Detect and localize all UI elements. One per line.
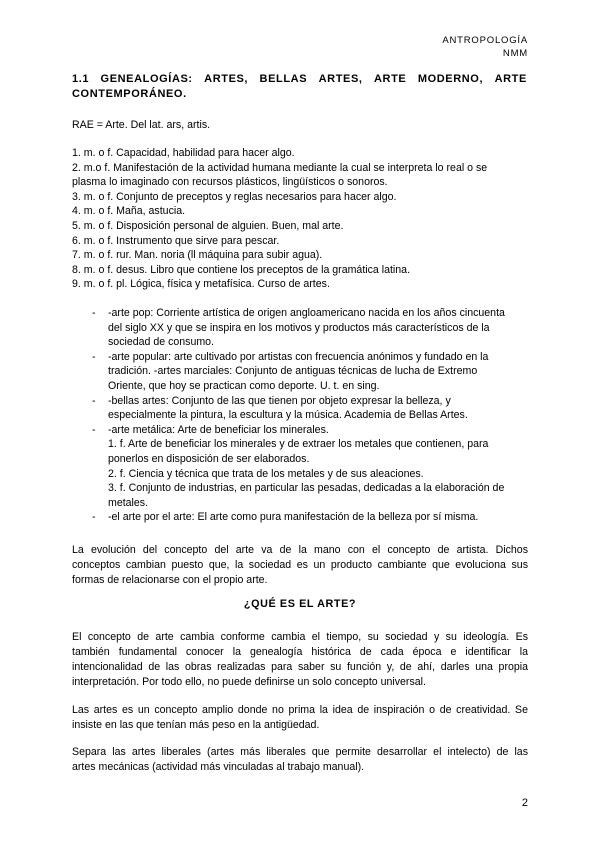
paragraph-artes-liberales: [72, 745, 528, 775]
definition-line: 5. m. o f. Disposición personal de alguien. Buen, mal arte.: [72, 219, 344, 232]
heading-word: ARTES,: [318, 73, 363, 85]
bullet-arte-pop: [92, 306, 528, 350]
paragraph-line: Las artes es un concepto amplio donde no prima la idea de inspiración o de creatividad. Se: [72, 704, 528, 716]
paragraph-line: El concepto de arte cambia conforme cambia el tiempo, su sociedad y su ideología. Es: [72, 631, 528, 643]
heading-word: ARTE: [494, 73, 527, 85]
definition-line: 7. m. o f. rur. Man. noria (ll máquina para subir agua).: [72, 249, 323, 262]
paragraph-line: artes mecánicas (actividad más vinculadas al trabajo manual).: [72, 761, 365, 773]
definition-line: 4. m. o f. Maña, astucia.: [72, 205, 186, 218]
bullet-arte-popular: [92, 350, 528, 394]
paragraph-line: formas de relacionarse con el propio arte.: [72, 574, 268, 586]
definition-line: 1. m. o f. Capacidad, habilidad para hacer algo.: [72, 147, 295, 159]
paragraph-line: Separa las artes liberales (artes más liberales que permite desarrollar el intelecto) de las: [72, 746, 528, 758]
heading-word: 1.1: [72, 73, 90, 85]
paragraph-line: también fundamental conocer la genealogía histórica de cada época e identificar la: [72, 646, 528, 658]
bullet-line: -arte pop: Corriente artística de origen angloamericano nacida en los años cincuenta: [108, 307, 505, 319]
bullet-dash: -: [92, 511, 96, 524]
bullet-dash: -: [92, 350, 96, 363]
paragraph-line: insiste en las que tenían más peso en la antigüedad.: [72, 719, 320, 731]
bullet-line: tradición. -artes marciales: Conjunto de antiguas técnicas de lucha de Extremo: [108, 365, 478, 378]
section-heading-line-1: [72, 72, 527, 87]
paragraph-concept: [72, 630, 528, 690]
term-bullet-list: [92, 306, 528, 525]
paragraph-las-artes: [72, 703, 528, 733]
definition-line: 3. m. o f. Conjunto de preceptos y reglas necesarios para hacer algo.: [72, 190, 397, 203]
section-heading-line-2: CONTEMPORÁNEO.: [72, 88, 187, 100]
bullet-line: 3. f. Conjunto de industrias, en particular las pesadas, dedicadas a la elaboración de: [108, 482, 505, 495]
header-initials: NMM: [502, 48, 528, 59]
bullet-dash: -: [92, 394, 96, 407]
bullet-line: del siglo XX y que se inspira en los motivos y productos más característicos de la: [108, 321, 490, 334]
heading-word: MODERNO,: [417, 73, 484, 85]
bullet-line: especialmente la pintura, la escultura y la música. Academia de Bellas Artes.: [108, 409, 468, 422]
bullet-line: 1. f. Arte de beneficiar los minerales y de extraer los metales que contienen, para: [108, 438, 489, 451]
bullet-line: -arte popular: arte cultivado por artistas con frecuencia anónimos y fundado en la: [108, 350, 489, 363]
page-number: 2: [521, 797, 528, 809]
paragraph-line: intencionalidad de las obras realizadas para saber su función y, de ahí, darles una propia: [72, 661, 528, 673]
bullet-line: -el arte por el arte: El arte como pura manifestación de la belleza por sí misma.: [108, 511, 479, 524]
bullet-dash: -: [92, 307, 96, 319]
header-subject: ANTROPOLOGÍA: [442, 35, 528, 46]
bullet-line: -bellas artes: Conjunto de las que tienen por objeto expresar la belleza, y: [108, 394, 451, 407]
paragraph-evolution: [72, 543, 528, 588]
definition-line: 2. m.o f. Manifestación de la actividad humana mediante la cual se interpreta lo real o se: [72, 161, 488, 174]
definition-line: plasma lo imaginado con recursos plásticos, lingüísticos o sonoros.: [72, 176, 388, 189]
definition-list: [72, 146, 528, 292]
section-heading: [72, 72, 527, 102]
bullet-line: ponerlos en disposición de ser elaborados.: [108, 452, 310, 465]
bullet-arte-metalica: [92, 423, 528, 511]
paragraph-line: La evolución del concepto del arte va de la mano con el concepto de artista. Dichos: [72, 544, 528, 556]
heading-word: ARTES,: [204, 73, 249, 85]
subtitle-que-es-el-arte: ¿QUÉ ES EL ARTE?: [243, 598, 357, 610]
rae-definition-source: RAE = Arte. Del lat. ars, artis.: [72, 119, 211, 131]
definition-line: 8. m. o f. desus. Libro que contiene los preceptos de la gramática latina.: [72, 263, 411, 276]
bullet-line: metales.: [108, 496, 149, 509]
bullet-bellas-artes: [92, 394, 528, 423]
bullet-dash: -: [92, 423, 96, 436]
bullet-line: -arte metálica: Arte de beneficiar los minerales.: [108, 423, 329, 436]
running-header: [442, 34, 528, 60]
bullet-arte-por-el-arte: [92, 510, 528, 525]
definition-line: 9. m. o f. pl. Lógica, física y metafísica. Curso de artes.: [72, 278, 330, 291]
heading-word: GENEALOGÍAS:: [100, 73, 193, 85]
bullet-line: Oriente, que hoy se practican como deporte. U. t. en sing.: [108, 379, 380, 392]
heading-word: BELLAS: [259, 73, 308, 85]
heading-word: ARTE: [374, 73, 407, 85]
bullet-line: sociedad de consumo.: [108, 336, 215, 349]
bullet-line: 2. f. Ciencia y técnica que trata de los metales y de sus aleaciones.: [108, 467, 424, 480]
paragraph-line: conceptos cambian puesto que, la sociedad es un producto cambiante que evoluciona sus: [72, 559, 528, 571]
definition-line: 6. m. o f. Instrumento que sirve para pescar.: [72, 234, 280, 247]
paragraph-line: interpretación. Por todo ello, no puede definirse un solo concepto universal.: [72, 676, 426, 688]
